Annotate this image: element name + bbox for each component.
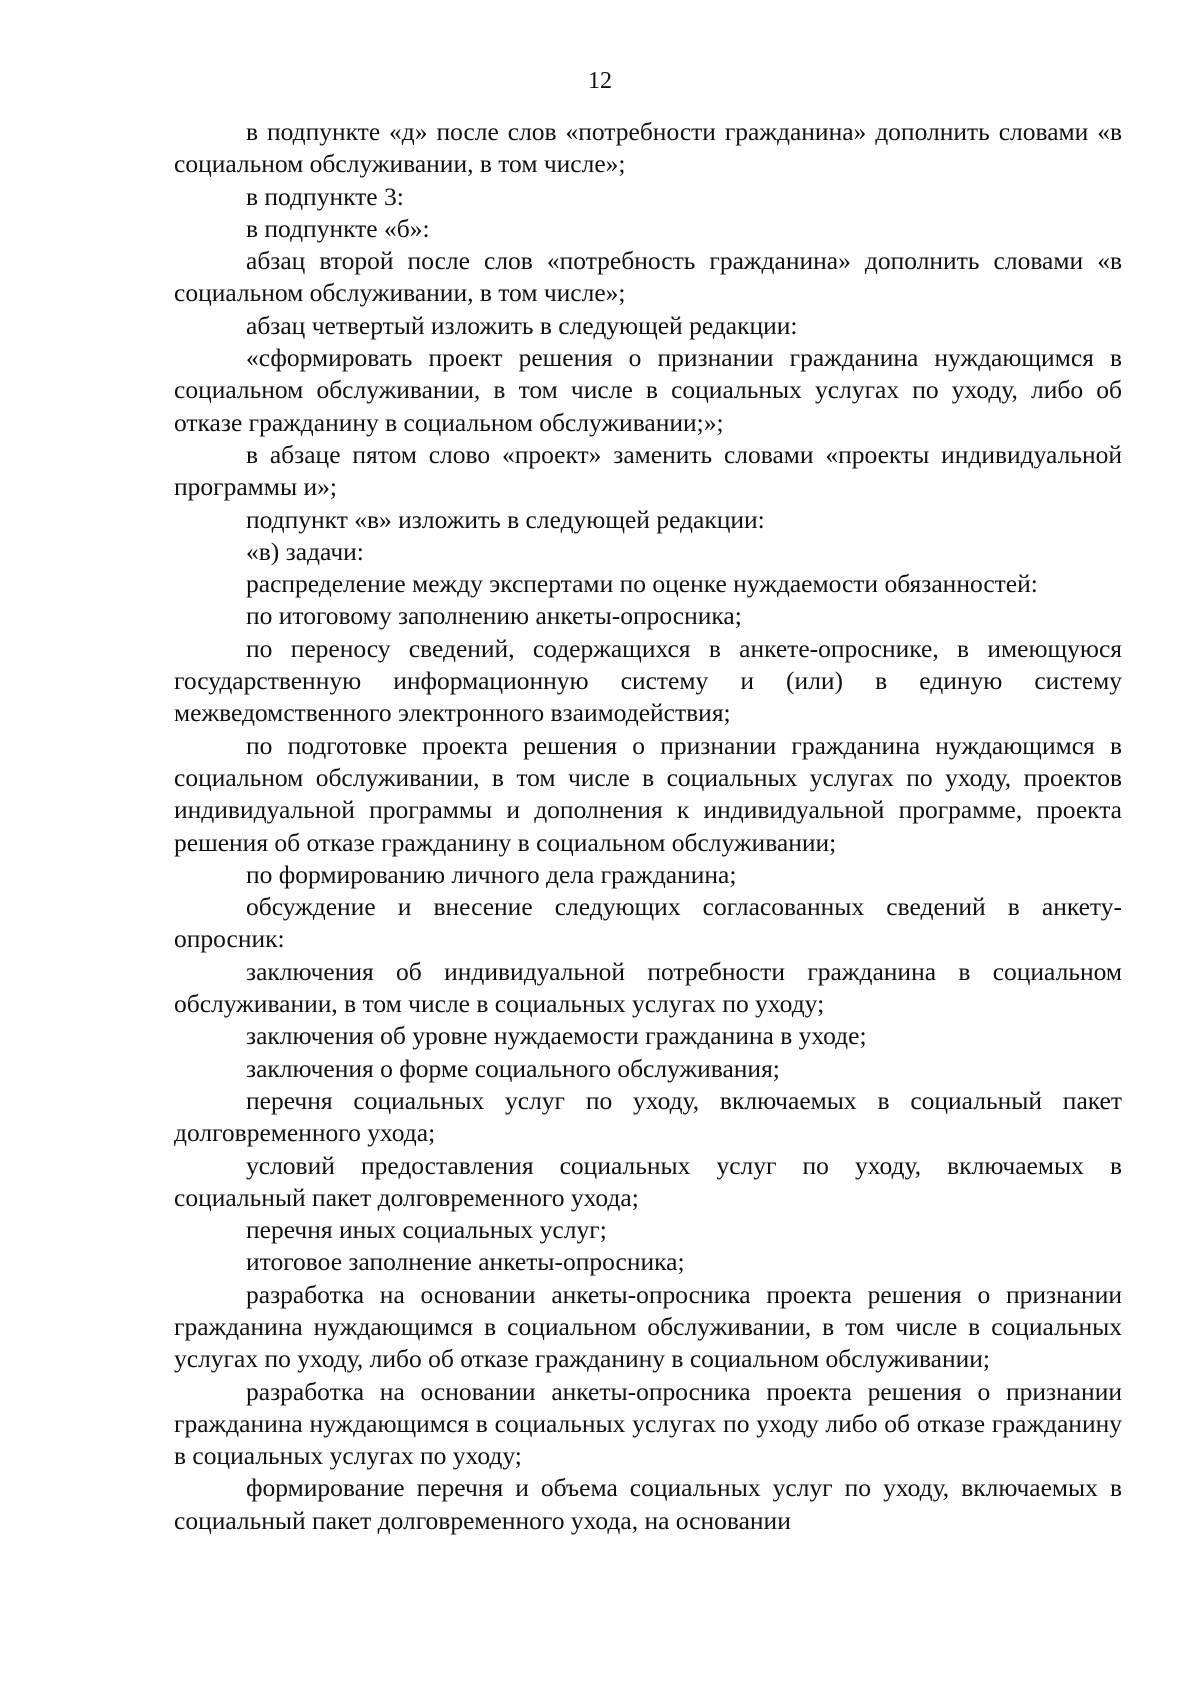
paragraph: в подпункте «б»: [246,213,430,243]
paragraph: заключения об индивидуальной потребности гражданина в социальном обслуживании, в том числе в социальных услугах по уходу; [174,956,1122,1019]
paragraph: перечня социальных услуг по уходу, включаемых в социальный пакет долговременного ухода; [174,1085,1122,1148]
document-body [174,116,1122,1537]
paragraph: формирование перечня и объема социальных услуг по уходу, включаемых в социальный пакет долговременного ухода, на основании [174,1473,1122,1535]
paragraph: заключения о форме социального обслуживания; [246,1053,780,1083]
paragraph: распределение между экспертами по оценке нуждаемости обязанностей: [246,569,1038,599]
paragraph: по переносу сведений, содержащихся в анкете-опроснике, в имеющуюся государственную информационную систему и (или) в единую систему межведомственного электронного взаимодействия; [174,633,1122,728]
paragraph: перечня иных социальных услуг; [246,1215,607,1245]
paragraph: «в) задачи: [246,536,364,566]
paragraph: абзац второй после слов «потребность гражданина» дополнить словами «в социальном обслуживании, в том числе»; [174,246,1122,308]
paragraph: разработка на основании анкеты-опросника проекта решения о признании гражданина нуждающимся в социальном обслуживании, в том числе в социальных услугах по уходу, либо об отказе гражданину в социальном обслуживании; [174,1279,1122,1374]
paragraph: по формированию личного дела гражданина; [246,859,737,889]
paragraph: абзац четвертый изложить в следующей редакции: [246,310,798,340]
paragraph: в подпункте «д» после слов «потребности гражданина» дополнить словами «в социальном обслуживании, в том числе»; [174,117,1122,179]
paragraph: «сформировать проект решения о признании гражданина нуждающимся в социальном обслуживании, в том числе в социальных услугах по уходу, либо об отказе гражданину в социальном обслуживании;»; [174,343,1122,437]
paragraph: по подготовке проекта решения о признании гражданина нуждающимся в социальном обслуживании, в том числе в социальных услугах по уходу, проектов индивидуальной программы и дополнения к индивидуальной программе, проекта решения об отказе гражданину в социальном обслуживании; [174,730,1122,857]
paragraph: итоговое заполнение анкеты-опросника; [246,1247,685,1277]
paragraph: условий предоставления социальных услуг по уходу, включаемых в социальный пакет долговременного ухода; [174,1150,1122,1212]
paragraph: разработка на основании анкеты-опросника проекта решения о признании гражданина нуждающимся в социальных услугах по уходу либо об отказе гражданину в социальных услугах по уходу; [174,1376,1122,1471]
paragraph: в абзаце пятом слово «проект» заменить словами «проекты индивидуальной программы и»; [174,439,1122,502]
paragraph: подпункт «в» изложить в следующей редакции: [246,504,765,534]
paragraph: заключения об уровне нуждаемости гражданина в уходе; [246,1021,867,1051]
paragraph: обсуждение и внесение следующих согласованных сведений в анкету-опросник: [174,892,1122,954]
paragraph: по итоговому заполнению анкеты-опросника; [246,601,742,631]
page-number: 12 [588,68,612,94]
paragraph: в подпункте 3: [246,181,404,211]
